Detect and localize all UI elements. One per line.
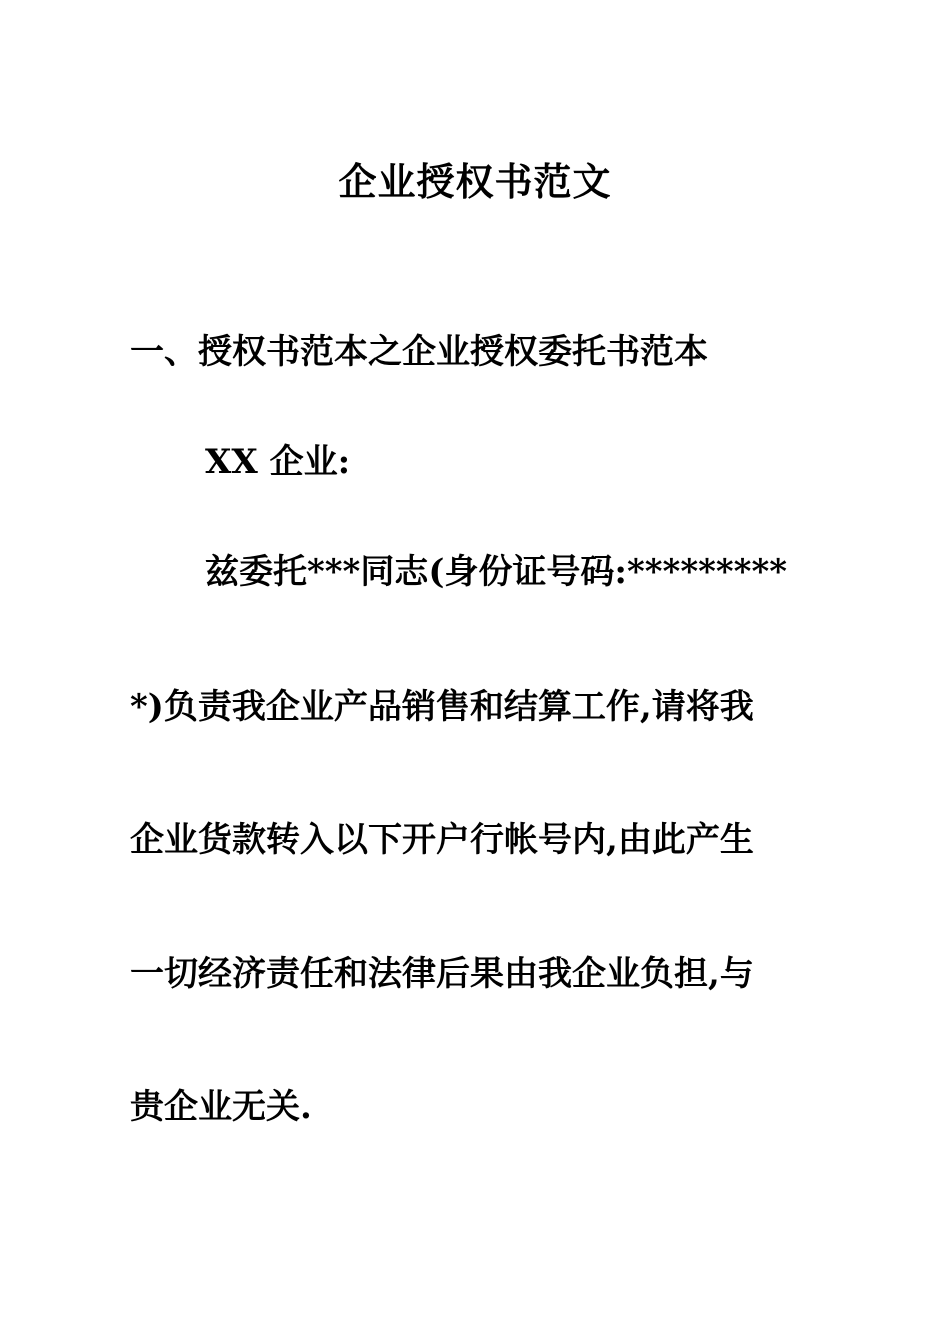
- salutation: XX 企业:: [205, 442, 351, 482]
- body-line: 兹委托***同志(身份证号码:*********: [205, 552, 788, 592]
- section-heading: 一、授权书范本之企业授权委托书范本: [130, 332, 708, 372]
- body-line: 贵企业无关.: [130, 1087, 312, 1127]
- body-line: 企业货款转入以下开户行帐号内,由此产生: [130, 820, 754, 860]
- body-line: 一切经济责任和法律后果由我企业负担,与: [130, 954, 754, 994]
- document-title: 企业授权书范文: [338, 159, 612, 204]
- body-line: *)负责我企业产品销售和结算工作,请将我: [130, 687, 754, 727]
